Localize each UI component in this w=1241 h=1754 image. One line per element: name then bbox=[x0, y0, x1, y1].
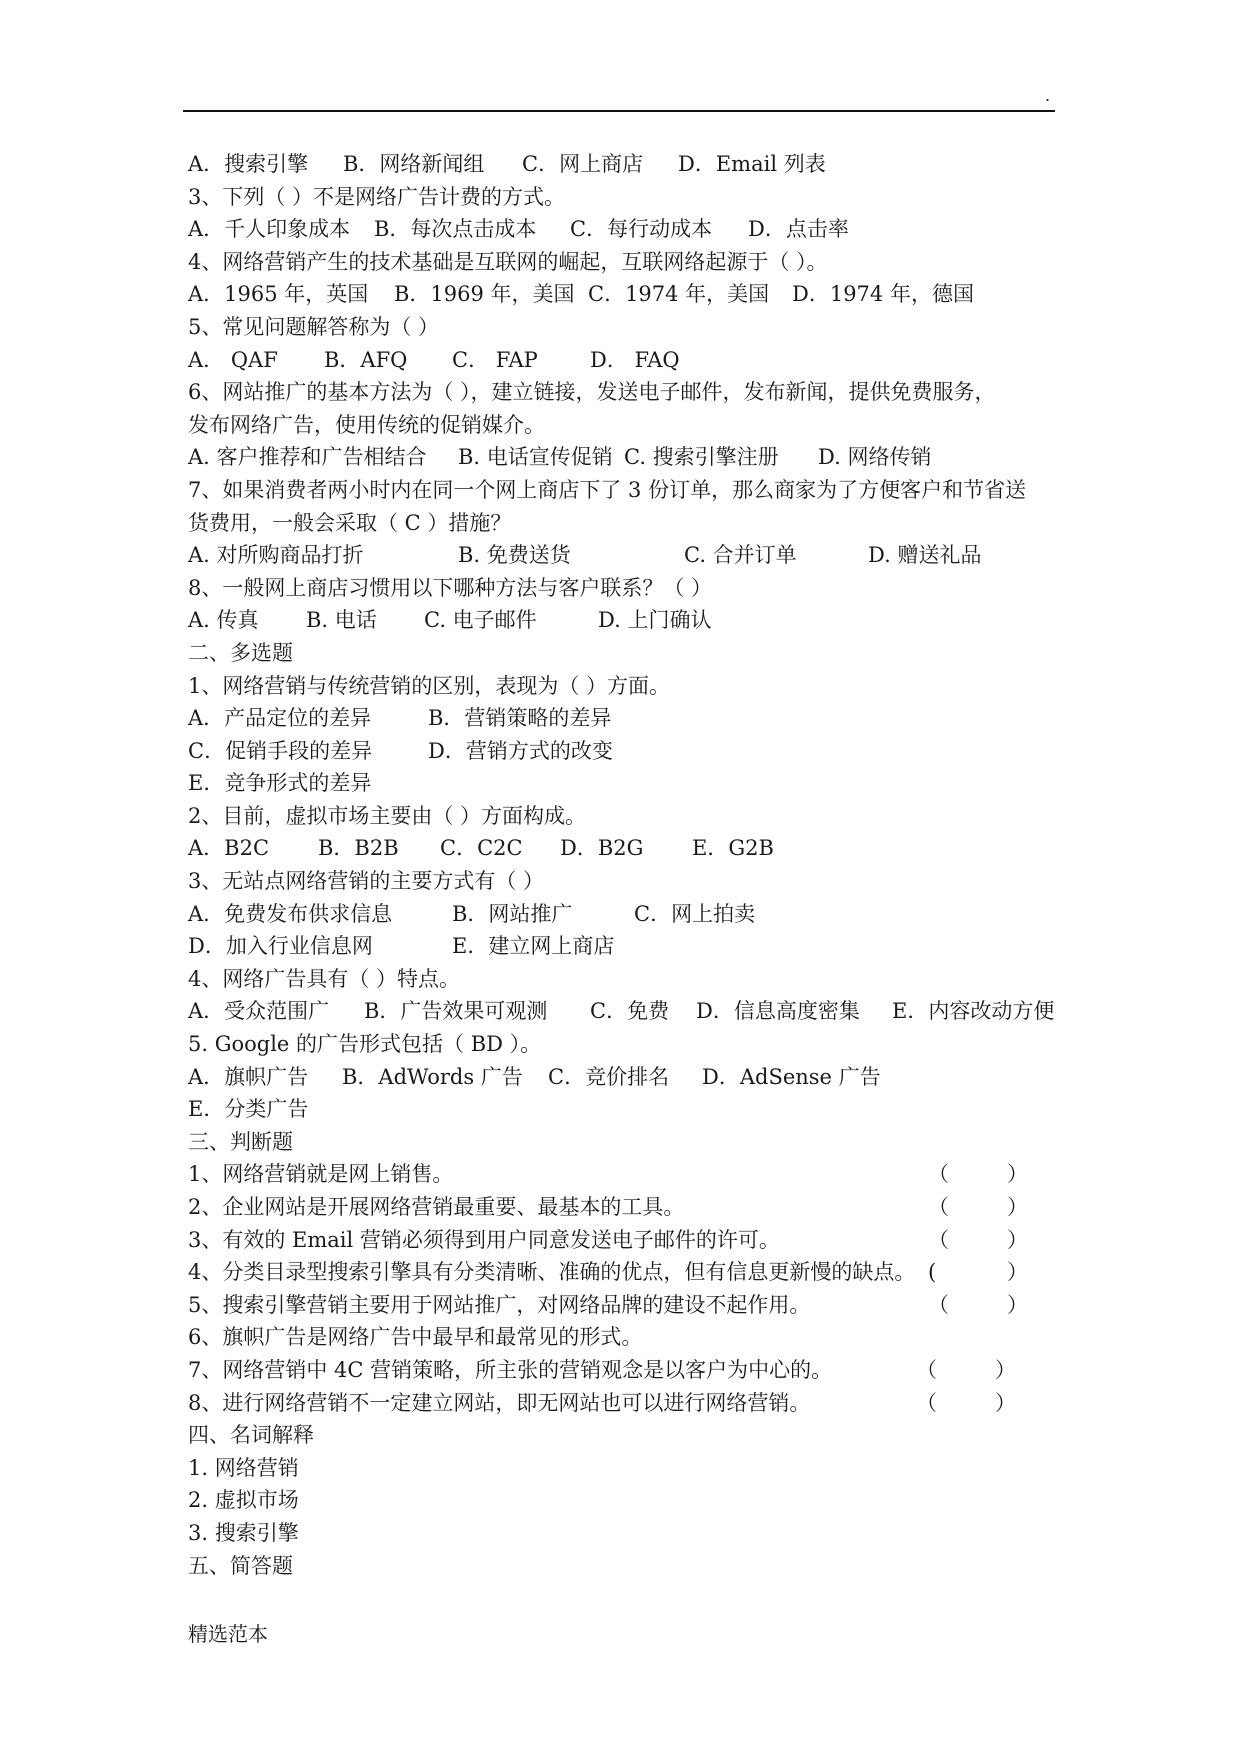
text-line bbox=[188, 344, 1068, 377]
text-line bbox=[188, 898, 1068, 931]
text-line bbox=[188, 832, 1068, 865]
option-text: B. 电话 bbox=[306, 608, 377, 633]
option-text: A．产品定位的差异 bbox=[188, 706, 372, 731]
option-text: C．每行动成本 bbox=[570, 217, 713, 242]
bracket-close: ） bbox=[1007, 1292, 1028, 1317]
text-line: 二、多选题 bbox=[188, 640, 293, 665]
bracket-open: （ bbox=[916, 1390, 937, 1415]
statement-text: 8、进行网络营销不一定建立网站，即无网站也可以进行网络营销。 bbox=[188, 1390, 811, 1415]
statement-text: 2、企业网站是开展网络营销最重要、最基本的工具。 bbox=[188, 1195, 685, 1219]
option-text: A．千人印象成本 bbox=[188, 217, 351, 242]
option-text: C. 搜索引擎注册 bbox=[624, 445, 779, 470]
text-line bbox=[188, 604, 1068, 637]
text-line bbox=[188, 278, 1068, 311]
answer-bracket bbox=[916, 1387, 1016, 1420]
option-text: D．Email 列表 bbox=[678, 152, 826, 176]
text-line: 五、简答题 bbox=[188, 1553, 293, 1578]
bracket-close: ） bbox=[995, 1390, 1016, 1415]
statement-text: 5、搜索引擎营销主要用于网站推广，对网络品牌的建设不起作用。 bbox=[188, 1292, 811, 1317]
answer-bracket bbox=[916, 1354, 1016, 1387]
option-text: A．1965 年，英国 bbox=[188, 282, 369, 307]
answer-bracket bbox=[928, 1224, 1028, 1257]
bracket-close: ） bbox=[1007, 1162, 1028, 1187]
option-text: D．营销方式的改变 bbox=[428, 738, 613, 763]
text-line: 发布网络广告，使用传统的促销媒介。 bbox=[188, 412, 545, 437]
option-text: C．竞价排名 bbox=[548, 1064, 670, 1089]
option-text: C. 电子邮件 bbox=[424, 608, 537, 633]
answer-bracket bbox=[928, 1289, 1028, 1322]
text-line bbox=[188, 1158, 1068, 1191]
option-text: B．AFQ bbox=[324, 347, 408, 372]
bracket-open: （ bbox=[928, 1162, 949, 1187]
text-line: 3、下列（ ）不是网络广告计费的方式。 bbox=[188, 184, 566, 209]
option-text: D． FAQ bbox=[590, 347, 680, 372]
option-text: B. 电话宣传促销 bbox=[458, 445, 613, 470]
text-line bbox=[188, 1354, 1068, 1387]
text-line bbox=[188, 1224, 1068, 1257]
option-text: B．B2B bbox=[318, 836, 399, 861]
text-line bbox=[188, 1256, 1068, 1289]
option-text: A. 对所购商品打折 bbox=[188, 543, 364, 568]
text-line: 2. 虚拟市场 bbox=[188, 1488, 299, 1513]
text-line bbox=[188, 1191, 1068, 1224]
option-text: E．建立网上商店 bbox=[452, 934, 615, 959]
bracket-open: ( bbox=[928, 1260, 937, 1285]
text-line: E．竞争形式的差异 bbox=[188, 771, 372, 796]
option-text: D．点击率 bbox=[748, 217, 849, 242]
option-text: C．促销手段的差异 bbox=[188, 738, 373, 763]
text-line: 3. 搜索引擎 bbox=[188, 1520, 299, 1545]
text-line: 6、网站推广的基本方法为（ ），建立链接，发送电子邮件，发布新闻，提供免费服务， bbox=[188, 380, 996, 405]
option-text: C. 合并订单 bbox=[684, 543, 797, 568]
option-text: A． QAF bbox=[188, 347, 278, 372]
option-text: B．营销策略的差异 bbox=[428, 706, 612, 731]
option-text: B．AdWords 广告 bbox=[342, 1064, 523, 1089]
option-text: B．网站推广 bbox=[452, 901, 573, 926]
bracket-open: （ bbox=[928, 1292, 949, 1317]
text-line: 7、如果消费者两小时内在同一个网上商店下了 3 份订单，那么商家为了方便客户和节省送 bbox=[188, 477, 1027, 502]
statement-text: 7、网络营销中 4C 营销策略，所主张的营销观念是以客户为中心的。 bbox=[188, 1357, 833, 1382]
option-text: B．网络新闻组 bbox=[343, 152, 485, 176]
text-line: 4、网络广告具有（ ）特点。 bbox=[188, 966, 461, 991]
header-mark: . bbox=[1045, 86, 1051, 105]
option-text: D．加入行业信息网 bbox=[188, 934, 373, 959]
bracket-close: ） bbox=[1007, 1260, 1028, 1285]
bracket-open: （ bbox=[916, 1357, 937, 1382]
option-text: C． FAP bbox=[452, 347, 538, 372]
text-line: 6、旗帜广告是网络广告中最早和最常见的形式。 bbox=[188, 1325, 643, 1350]
option-text: B．广告效果可观测 bbox=[364, 999, 548, 1024]
option-text: A．B2C bbox=[188, 836, 270, 861]
exam-content bbox=[188, 148, 1068, 1582]
option-text: A．搜索引擎 bbox=[188, 152, 309, 176]
text-line: 三、判断题 bbox=[188, 1129, 293, 1154]
statement-text: 1、网络营销就是网上销售。 bbox=[188, 1162, 454, 1187]
statement-text: 4、分类目录型搜索引擎具有分类清晰、准确的优点，但有信息更新慢的缺点。 bbox=[188, 1260, 916, 1285]
answer-bracket bbox=[928, 1256, 1028, 1289]
option-text: C．网上拍卖 bbox=[634, 901, 756, 926]
text-line bbox=[188, 1387, 1068, 1420]
text-line bbox=[188, 1061, 1068, 1094]
text-line bbox=[188, 441, 1068, 474]
text-line bbox=[188, 930, 1068, 963]
text-line bbox=[188, 539, 1068, 572]
statement-text: 3、有效的 Email 营销必须得到用户同意发送电子邮件的许可。 bbox=[188, 1227, 780, 1252]
option-text: D. 上门确认 bbox=[598, 608, 712, 633]
option-text: C．免费 bbox=[590, 999, 670, 1024]
bracket-open: （ bbox=[928, 1195, 949, 1219]
option-text: D．B2G bbox=[560, 836, 644, 861]
header-rule bbox=[183, 110, 1055, 112]
option-text: A．免费发布供求信息 bbox=[188, 901, 393, 926]
option-text: D．1974 年，德国 bbox=[792, 282, 974, 307]
option-text: D．AdSense 广告 bbox=[702, 1064, 881, 1089]
option-text: C．网上商店 bbox=[522, 152, 644, 176]
answer-bracket bbox=[928, 1158, 1028, 1191]
text-line: 货费用，一般会采取（ C ）措施？ bbox=[188, 510, 512, 535]
text-line bbox=[188, 1289, 1068, 1322]
answer-bracket bbox=[928, 1191, 1028, 1224]
text-line: 4、网络营销产生的技术基础是互联网的崛起，互联网络起源于（ ）。 bbox=[188, 249, 828, 274]
bracket-close: ） bbox=[1007, 1227, 1028, 1252]
text-line: 1、网络营销与传统营销的区别，表现为（ ）方面。 bbox=[188, 673, 671, 698]
option-text: A. 传真 bbox=[188, 608, 259, 633]
text-line: 5. Google 的广告形式包括（ BD ）。 bbox=[188, 1032, 542, 1057]
option-text: D．信息高度密集 bbox=[696, 999, 860, 1024]
text-line bbox=[188, 735, 1068, 768]
text-line bbox=[188, 148, 1068, 181]
option-text: E．G2B bbox=[692, 836, 774, 861]
option-text: E．内容改动方便 bbox=[892, 999, 1055, 1024]
option-text: D. 网络传销 bbox=[818, 445, 932, 470]
text-line: 四、名词解释 bbox=[188, 1423, 314, 1448]
text-line: 3、无站点网络营销的主要方式有（ ） bbox=[188, 869, 545, 894]
bracket-open: （ bbox=[928, 1227, 949, 1252]
option-text: C．C2C bbox=[440, 836, 523, 861]
option-text: B．1969 年，美国 bbox=[394, 282, 575, 307]
text-line: 8、一般网上商店习惯用以下哪种方法与客户联系？（ ） bbox=[188, 575, 713, 600]
option-text: C．1974 年，美国 bbox=[588, 282, 770, 307]
option-text: A. 客户推荐和广告相结合 bbox=[188, 445, 427, 470]
text-line: E．分类广告 bbox=[188, 1097, 309, 1122]
footer-text: 精选范本 bbox=[188, 1622, 268, 1646]
option-text: B. 免费送货 bbox=[458, 543, 571, 568]
text-line bbox=[188, 702, 1068, 735]
text-line: 5、常见问题解答称为（ ） bbox=[188, 314, 440, 339]
option-text: B．每次点击成本 bbox=[374, 217, 537, 242]
option-text: A．受众范围广 bbox=[188, 999, 330, 1024]
option-text: A．旗帜广告 bbox=[188, 1064, 309, 1089]
option-text: D. 赠送礼品 bbox=[868, 543, 982, 568]
text-line: 1. 网络营销 bbox=[188, 1455, 299, 1480]
bracket-close: ） bbox=[995, 1357, 1016, 1382]
text-line bbox=[188, 995, 1068, 1028]
text-line: 2、目前，虚拟市场主要由（ ）方面构成。 bbox=[188, 803, 587, 828]
bracket-close: ） bbox=[1007, 1195, 1028, 1219]
text-line bbox=[188, 213, 1068, 246]
